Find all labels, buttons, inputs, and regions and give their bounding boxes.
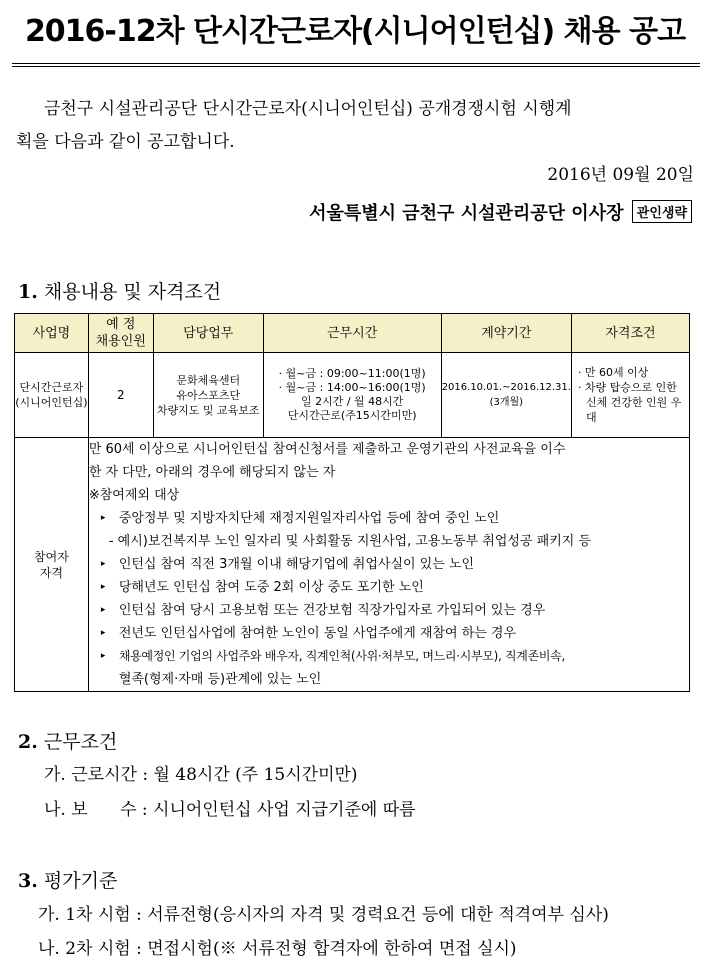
cell-duty xyxy=(153,353,263,438)
list-item xyxy=(89,622,689,645)
triangle-bullet-icon: ▸ xyxy=(100,559,106,569)
list-item xyxy=(89,530,689,553)
exclusion-title: ※참여제외 대상 xyxy=(88,488,180,503)
triangle-bullet-icon: ▸ xyxy=(100,628,106,638)
cell-hours-line-1: · 월~금 : 09:00~11:00(1명) xyxy=(278,367,426,380)
cell-hours-line-4: 단시간근로(주15시간미만) xyxy=(287,409,417,422)
exclusion-item-1-sub: - 예시)보건복지부 노인 일자리 및 사회활동 지원사업, 고용노동부 취업성공 패키지 등 xyxy=(108,534,592,549)
header-count-line-1: 예 정 xyxy=(106,317,136,332)
eligibility-para-line-2: 한 자 다만, 아래의 경우에 해당되지 않는 자 xyxy=(88,465,336,480)
header-count-line-2: 채용인원 xyxy=(95,334,146,349)
eligibility-content xyxy=(88,438,689,692)
header-business: 사업명 xyxy=(15,314,89,353)
announcement-date: 2016년 09월 20일 xyxy=(547,165,694,185)
title-rule-top xyxy=(12,63,700,64)
list-item xyxy=(89,553,689,576)
cell-period-line-2: (3개월) xyxy=(489,397,524,408)
cell-hours-line-2: · 월~금 : 14:00~16:00(1명) xyxy=(278,381,426,394)
list-item xyxy=(89,507,689,530)
section-2-line-1: 가. 근로시간 : 월 48시간 (주 15시간미만) xyxy=(44,765,358,785)
header-duty: 담당업무 xyxy=(153,314,263,353)
section-2-title: 근무조건 xyxy=(43,731,118,753)
recruitment-table xyxy=(14,313,690,692)
exclusion-item-2: 인턴십 참여 직전 3개월 이내 해당기업에 취업사실이 있는 노인 xyxy=(118,557,475,572)
intro-line-1: 금천구 시설관리공단 단시간근로자(시니어인턴십) 공개경쟁시험 시행계 xyxy=(44,99,572,119)
cell-hours xyxy=(263,353,441,438)
list-item xyxy=(89,599,689,622)
signature-block xyxy=(309,199,692,225)
exclusion-item-4: 인턴십 참여 당시 고용보험 또는 건강보험 직장가입자로 가입되어 있는 경우 xyxy=(118,603,546,618)
triangle-bullet-icon: ▸ xyxy=(100,651,106,661)
list-item xyxy=(89,668,689,691)
list-item xyxy=(89,645,689,668)
cell-qualification xyxy=(571,353,689,438)
triangle-bullet-icon: ▸ xyxy=(100,605,106,615)
eligibility-label-line-1: 참여자 xyxy=(34,549,69,564)
triangle-bullet-icon: ▸ xyxy=(100,513,106,523)
page-title: 2016-12차 단시간근로자(시니어인턴십) 채용 공고 xyxy=(24,14,686,49)
section-3-line-2: 나. 2차 시험 : 면접시험(※ 서류전형 합격자에 한하여 면접 실시) xyxy=(38,939,517,959)
section-3-title: 평가기준 xyxy=(43,870,118,892)
cell-duty-line-3: 차량지도 및 교육보조 xyxy=(156,403,260,417)
table-row xyxy=(15,353,690,438)
section-1-heading xyxy=(18,277,221,304)
header-hours: 근무시간 xyxy=(263,314,441,353)
eligibility-label xyxy=(15,438,89,692)
header-qualification: 자격조건 xyxy=(571,314,689,353)
cell-qual-line-3: 신체 건강한 인원 우대 xyxy=(585,396,682,424)
header-period: 계약기간 xyxy=(441,314,571,353)
signature-name: 서울특별시 금천구 시설관리공단 이사장 xyxy=(309,203,624,224)
cell-qual-line-1: · 만 60세 이상 xyxy=(577,366,649,379)
cell-hours-line-3: 일 2시간 / 월 48시간 xyxy=(300,395,404,408)
triangle-bullet-icon: ▸ xyxy=(100,582,106,592)
exclusion-item-6-line-2: 혈족(형제·자매 등)관계에 있는 노인 xyxy=(118,672,322,687)
exclusion-item-6-line-1: 채용예정인 기업의 사업주와 배우자, 직계인척(사위·처부모, 며느리·시부모), 직계존비속, xyxy=(118,649,565,663)
intro-text xyxy=(16,93,700,159)
section-1-title: 채용내용 및 자격조건 xyxy=(43,281,222,303)
cell-duty-line-1: 문화체육센터 xyxy=(176,373,241,387)
cell-count: 2 xyxy=(88,353,153,438)
section-2-line-2: 나. 보 수 : 시니어인턴십 사업 지급기준에 따름 xyxy=(44,800,416,820)
section-1-number: 1. xyxy=(18,281,38,303)
eligibility-row xyxy=(15,438,690,692)
eligibility-para-line-1: 만 60세 이상으로 시니어인턴십 참여신청서를 제출하고 운영기관의 사전교육을 이수 xyxy=(88,442,566,457)
exclusion-item-1: 중앙정부 및 지방자치단체 재정지원일자리사업 등에 참여 중인 노인 xyxy=(118,511,500,526)
cell-business xyxy=(15,353,89,438)
table-header-row xyxy=(15,314,690,353)
list-item xyxy=(89,576,689,599)
cell-business-line-1: 단시간근로자 xyxy=(19,381,84,394)
cell-period-line-1: 2016.10.01.~2016.12.31. xyxy=(441,382,571,393)
cell-duty-line-2: 유아스포츠단 xyxy=(176,388,241,402)
cell-business-line-2: (시니어인턴십) xyxy=(15,396,88,409)
section-3-heading xyxy=(18,866,117,893)
section-3-number: 3. xyxy=(18,870,38,892)
exclusion-list xyxy=(89,507,689,691)
section-2-number: 2. xyxy=(18,731,38,753)
exclusion-item-5: 전년도 인턴십사업에 참여한 노인이 동일 사업주에게 재참여 하는 경우 xyxy=(118,626,517,641)
cell-period xyxy=(441,353,571,438)
official-stamp: 관인생략 xyxy=(632,200,692,223)
section-2-heading xyxy=(18,727,117,754)
eligibility-label-line-2: 자격 xyxy=(39,565,63,580)
section-3-line-1: 가. 1차 시험 : 서류전형(응시자의 자격 및 경력요건 등에 대한 적격여부 심사) xyxy=(38,905,609,925)
title-rule-bottom xyxy=(12,66,700,67)
header-count xyxy=(88,314,153,353)
intro-line-2: 획을 다음과 같이 공고합니다. xyxy=(16,132,235,152)
cell-qual-line-2: · 차량 탑승으로 인한 xyxy=(577,381,677,394)
exclusion-item-3: 당해년도 인턴십 참여 도중 2회 이상 중도 포기한 노인 xyxy=(118,580,424,595)
